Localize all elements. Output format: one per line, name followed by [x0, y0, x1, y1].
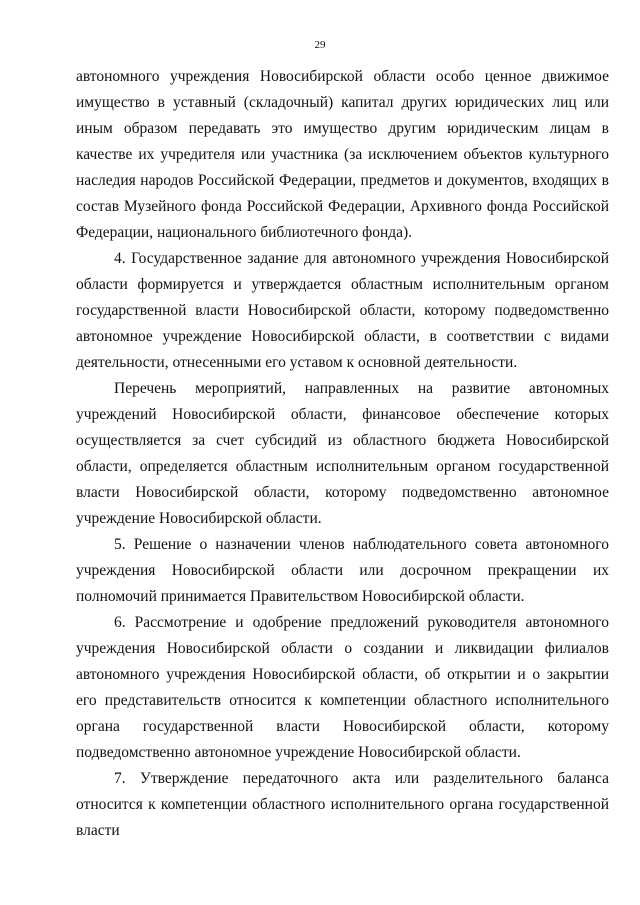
paragraph-item-5: 5. Решение о назначении членов наблюдательного совета автономного учреждения Новосибирской области или досрочном прекращении их полномочий принимается Правительством Новосибирской области.: [76, 536, 609, 605]
paragraph-item-7: 7. Утверждение передаточного акта или разделительного баланса относится к компетенции областного исполнительного органа государственной власти: [76, 770, 609, 839]
paragraph-continuation: автономного учреждения Новосибирской области особо ценное движимое имущество в уставный (складочный) капитал других юридических лиц или иным образом передавать это имущество другим юридическим лицам в качестве их учредителя или участника (за исключением объектов культурного наследия народов Российской Федерации, предметов и документов, входящих в состав Музейного фонда Российской Федерации, Архивного фонда Российской Федерации, национального библиотечного фонда).: [76, 68, 609, 241]
paragraph-item-6: 6. Рассмотрение и одобрение предложений руководителя автономного учреждения Новосибирской области о создании и ликвидации филиалов автономного учреждения Новосибирской области, об открытии и о закрытии его представительств относится к компетенции областного исполнительного органа государственной власти Новосибирской области, которому подведомственно автономное учреждение Новосибирской области.: [76, 614, 609, 761]
paragraph-item-4: 4. Государственное задание для автономного учреждения Новосибирской области формируется и утверждается областным исполнительным органом государственной власти Новосибирской области, которому подведомственно автономное учреждение Новосибирской области, в соответствии с видами деятельности, отнесенными его уставом к основной деятельности.: [76, 250, 609, 371]
document-body: [76, 64, 609, 844]
page-number: 29: [314, 39, 326, 51]
paragraph-activities-list: Перечень мероприятий, направленных на развитие автономных учреждений Новосибирской области, финансовое обеспечение которых осуществляется за счет субсидий из областного бюджета Новосибирской области, определяется областным исполнительным органом государственной власти Новосибирской области, которому подведомственно автономное учреждение Новосибирской области.: [76, 380, 609, 527]
